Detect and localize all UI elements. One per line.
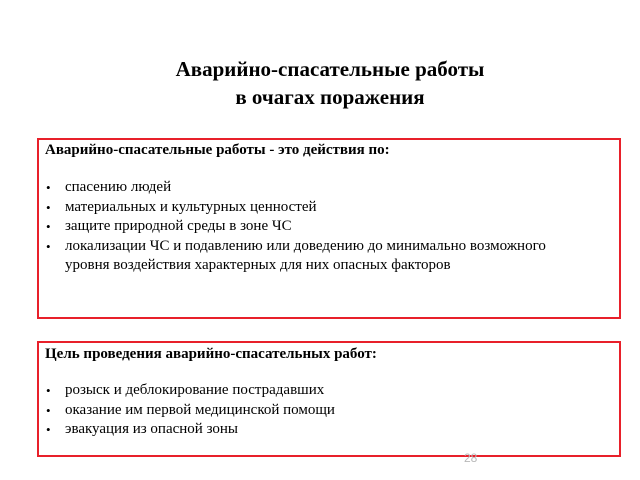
bullet-icon: • [46, 383, 51, 398]
list-item [39, 237, 579, 276]
list-item-text: спасению людей [65, 179, 172, 195]
bullet-icon: • [46, 199, 51, 215]
goal-heading: Цель проведения аварийно-спасательных работ: [45, 346, 377, 362]
page-number: 28 [464, 451, 478, 465]
bullet-icon: • [46, 219, 51, 234]
list-item [39, 217, 579, 237]
list-item [39, 178, 579, 198]
slide-title [0, 55, 640, 111]
list-item-text: материальных и культурных ценностей [65, 198, 317, 215]
slide-title-line-1: Аварийно-спасательные работы [175, 57, 485, 81]
goal-list [39, 381, 579, 440]
list-item-text: оказание им первой медицинской помощи [65, 401, 335, 418]
slide-title-line-2: в очагах поражения [235, 85, 425, 109]
list-item-text: эвакуация из опасной зоны [65, 421, 239, 437]
list-item-text: розыск и деблокирование пострадавших [65, 382, 325, 398]
definition-heading: Аварийно-спасательные работы - это действия по: [45, 142, 390, 158]
list-item [39, 401, 579, 421]
definition-box [37, 138, 621, 319]
list-item-text: защите природной среды в зоне ЧС [65, 218, 292, 234]
list-item [39, 198, 579, 218]
bullet-icon: • [46, 180, 51, 195]
bullet-icon: • [46, 238, 51, 254]
list-item [39, 420, 579, 440]
bullet-icon: • [46, 422, 51, 437]
definition-list [39, 178, 579, 276]
list-item-text: локализации ЧС и подавлению или доведению до минимально возможного уровня воздействия характерных для них опасных факторов [65, 237, 546, 273]
goal-box [37, 341, 621, 457]
list-item [39, 381, 579, 401]
bullet-icon: • [46, 402, 51, 418]
